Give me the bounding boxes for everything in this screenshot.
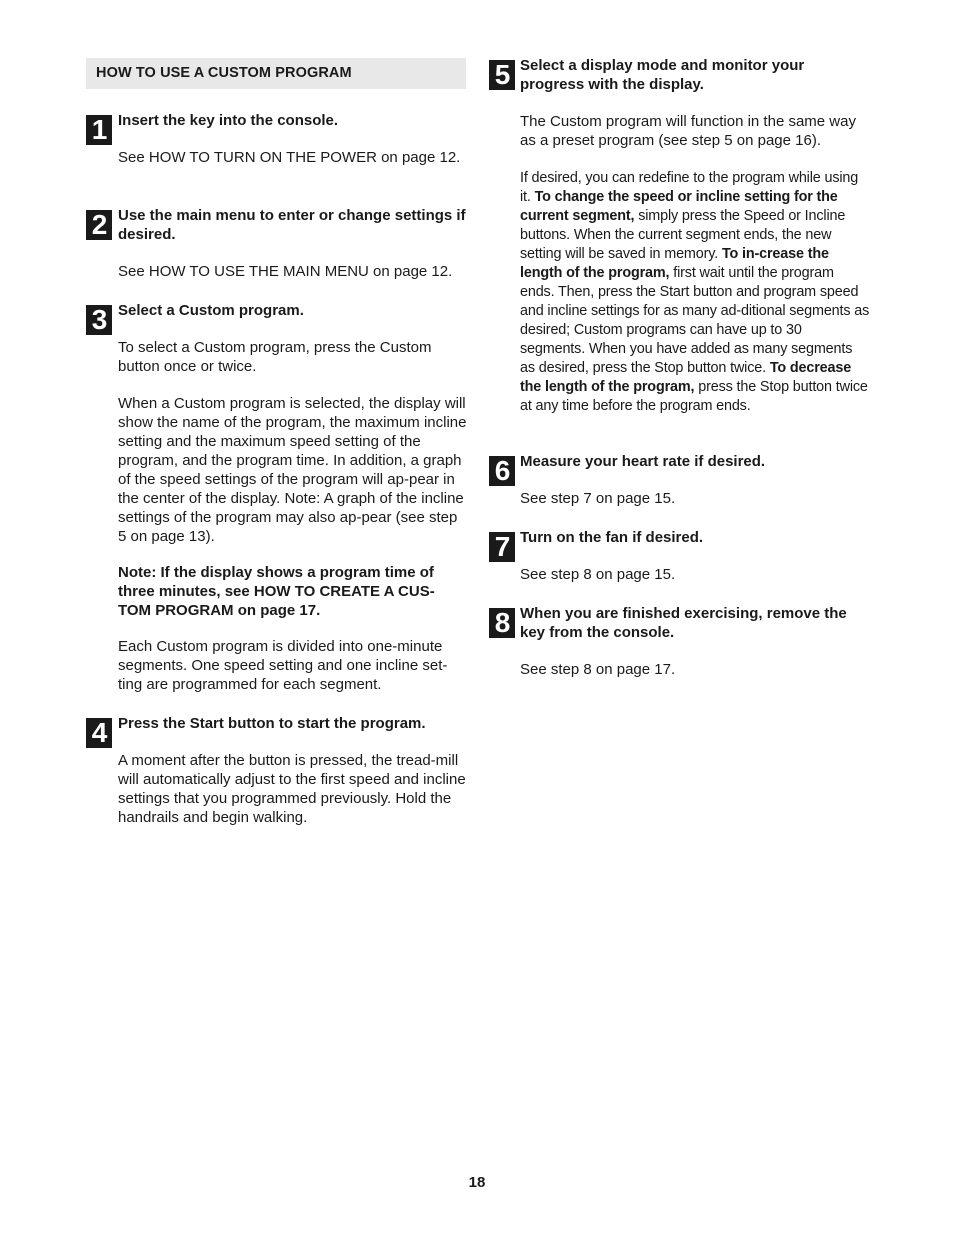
step-8-number: 8 bbox=[489, 608, 515, 638]
step-3-number: 3 bbox=[86, 305, 112, 335]
step-7-text: See step 8 on page 15. bbox=[520, 566, 676, 583]
section-title: HOW TO USE A CUSTOM PROGRAM bbox=[86, 58, 466, 89]
step-4-text: A moment after the button is pressed, the tread-mill will automatically adjust to the first speed and incline settings that you programmed previously. Hold the handrails and begin walking. bbox=[118, 752, 466, 826]
step-8-heading: When you are finished exercising, remove the key from the console. bbox=[520, 605, 847, 641]
step-5-decrease-length-emphasis: To decrease the length of the program, bbox=[520, 360, 852, 395]
step-7-heading: Turn on the fan if desired. bbox=[520, 529, 704, 546]
step-3-note: Note: If the display shows a program time of three minutes, see HOW TO CREATE A CUS-TOM PROGRAM on page 17. bbox=[118, 564, 435, 619]
step-7-number: 7 bbox=[489, 532, 515, 562]
step-5-number: 5 bbox=[489, 60, 515, 90]
step-2-number: 2 bbox=[86, 210, 112, 240]
step-3-text-2: When a Custom program is selected, the display will show the name of the program, the maximum incline setting and the maximum speed setting of the program, and the program time. In addition, a graph of the speed settings of the program will ap-pear in the center of the display. Note: A graph of the incline settings of the program may also ap-pear (see step 5 on page 13). bbox=[118, 395, 467, 545]
step-5-text-2 bbox=[520, 169, 870, 416]
step-6-text: See step 7 on page 15. bbox=[520, 490, 676, 507]
step-2-text: See HOW TO USE THE MAIN MENU on page 12. bbox=[118, 263, 453, 280]
step-1-text: See HOW TO TURN ON THE POWER on page 12. bbox=[118, 149, 461, 166]
step-6-number: 6 bbox=[489, 456, 515, 486]
step-5-increase-length-emphasis: To in-crease the length of the program, bbox=[520, 246, 829, 281]
step-4-heading: Press the Start button to start the program. bbox=[118, 715, 426, 732]
step-5-change-setting-emphasis: To change the speed or incline setting for the current segment, bbox=[520, 189, 838, 224]
page-number: 18 bbox=[468, 1174, 486, 1191]
step-6-heading: Measure your heart rate if desired. bbox=[520, 453, 766, 470]
step-5-text-2a: If desired, you can redefine to the program while using it. bbox=[520, 170, 859, 205]
step-1-number: 1 bbox=[86, 115, 112, 145]
step-3-text-3: Each Custom program is divided into one-minute segments. One speed setting and one incline set-ting are programmed for each segment. bbox=[118, 638, 448, 693]
step-5-text-2e: first wait until the program ends. Then, press the Start button and program speed and incline settings for as many ad-ditional segments as desired; Custom programs can have up to 30 segments. When you have added as many segments as desired, press the Stop button twice. bbox=[520, 265, 870, 376]
step-2-heading: Use the main menu to enter or change settings if desired. bbox=[118, 207, 466, 243]
step-3-text-1: To select a Custom program, press the Custom button once or twice. bbox=[118, 339, 432, 375]
step-5-heading: Select a display mode and monitor your progress with the display. bbox=[520, 57, 805, 93]
step-5-text-2c: simply press the Speed or Incline buttons. When the current segment ends, the new setting will be saved in memory. bbox=[520, 208, 846, 262]
step-8-text: See step 8 on page 17. bbox=[520, 661, 676, 678]
step-1-heading: Insert the key into the console. bbox=[118, 112, 339, 129]
step-4-number: 4 bbox=[86, 718, 112, 748]
step-5-text-1: The Custom program will function in the same way as a preset program (see step 5 on page 16). bbox=[520, 113, 856, 149]
step-3-heading: Select a Custom program. bbox=[118, 302, 304, 319]
step-5-text-2g: press the Stop button twice at any time before the program ends. bbox=[520, 379, 868, 414]
